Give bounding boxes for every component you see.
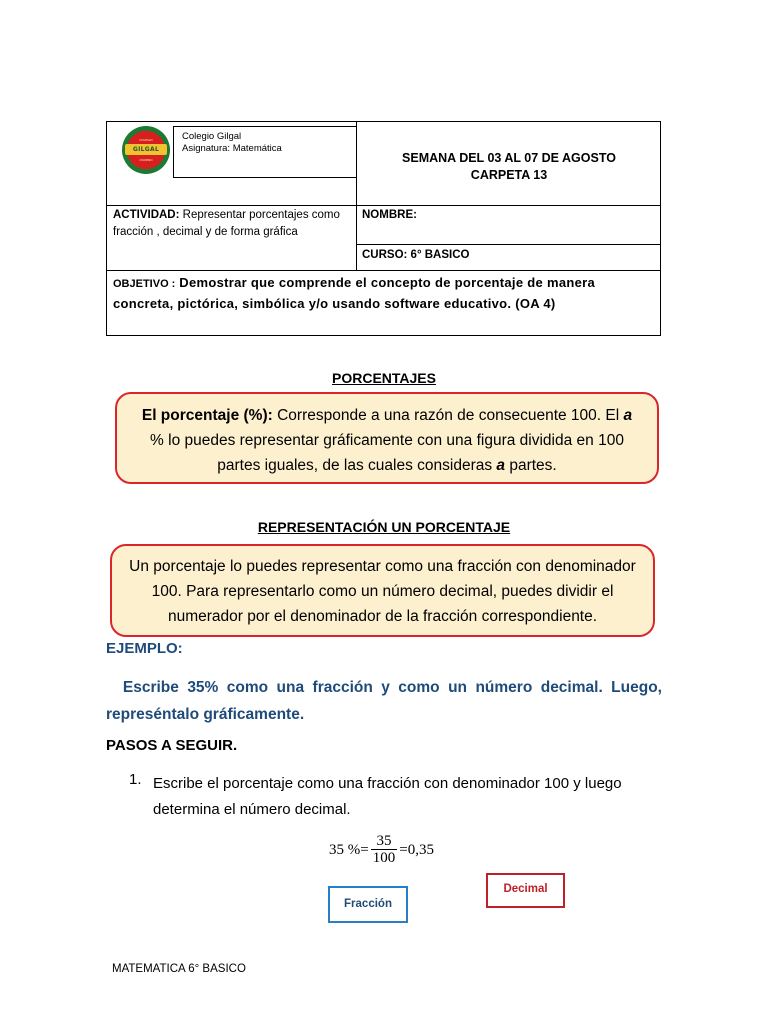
page-footer: MATEMATICA 6° BASICO <box>112 963 246 975</box>
example-instructions: Escribe 35% como una fracción y como un número decimal. Luego, represéntalo gráficamente. <box>106 679 662 723</box>
definition-variable-a-2: a <box>496 457 506 474</box>
formula-decimal: 0,35 <box>407 841 434 858</box>
activity-text: Representar porcentajes como fracción , decimal y de forma gráfica <box>113 209 340 238</box>
definition-text-3: partes. <box>505 457 557 474</box>
formula-fraction <box>371 834 398 866</box>
school-logo <box>122 126 170 174</box>
decimal-label-box: Decimal <box>486 873 565 908</box>
representation-callout <box>110 544 655 637</box>
activity-cell <box>113 207 353 241</box>
header-divider-row1 <box>106 205 661 206</box>
definition-text-1: Corresponde a una razón de consecuente 100. El <box>272 407 624 424</box>
steps-title: PASOS A SEGUIR. <box>106 737 238 754</box>
formula-percent: 35 % <box>329 841 361 858</box>
step-1-number: 1. <box>129 771 142 788</box>
definition-callout <box>115 392 659 484</box>
formula-equals-1: = <box>360 841 369 858</box>
fraction-label-box: Fracción <box>328 886 408 923</box>
definition-variable-a: a <box>623 407 633 424</box>
step-1-text: Escribe el porcentaje como una fracción con denominador 100 y luego determina el número decimal. <box>153 775 622 818</box>
example-text <box>106 674 662 728</box>
week-dates: SEMANA DEL 03 AL 07 DE AGOSTO <box>402 151 616 165</box>
section-title-porcentajes: PORCENTAJES <box>332 370 436 386</box>
activity-label: ACTIVIDAD: <box>113 209 180 221</box>
logo-bottom-text: OSORNO <box>139 158 153 162</box>
week-title <box>357 150 661 184</box>
definition-text-2: % lo puedes representar gráficamente con una figura dividida en 100 partes iguales, de las cuales consideras <box>150 432 624 474</box>
objective-label: OBJETIVO : <box>113 278 176 290</box>
formula-numerator: 35 <box>376 833 392 849</box>
example-label: EJEMPLO: <box>106 640 183 657</box>
logo-band-text: GILGAL <box>125 144 167 155</box>
nombre-label: NOMBRE: <box>362 209 417 221</box>
representation-text: Un porcentaje lo puedes representar como una fracción con denominador 100. Para representarlo como un número decimal, puedes dividir el numerador por el denominador de la fracción correspondiente. <box>129 558 636 625</box>
subject-label: Asignatura: Matemática <box>182 143 282 154</box>
school-info-box <box>173 126 357 178</box>
header-divider-row3 <box>106 270 661 271</box>
formula-equals-2: = <box>399 841 408 858</box>
logo-top-text: COLEGIO <box>139 138 153 142</box>
section-title-representacion: REPRESENTACIÓN UN PORCENTAJE <box>257 519 511 535</box>
school-name: Colegio Gilgal <box>182 131 242 142</box>
folder-number: CARPETA 13 <box>470 168 548 182</box>
objective-text: Demostrar que comprende el concepto de porcentaje de manera concreta, pictórica, simbólica y/o usando software educativo. (OA 4) <box>113 275 596 311</box>
header-divider-row2 <box>356 244 661 245</box>
percent-formula <box>329 832 434 868</box>
curso-label: CURSO: 6° BASICO <box>362 249 470 261</box>
formula-denominator: 100 <box>372 850 396 866</box>
definition-term: El porcentaje (%): <box>141 407 273 424</box>
objective-cell <box>113 273 655 314</box>
